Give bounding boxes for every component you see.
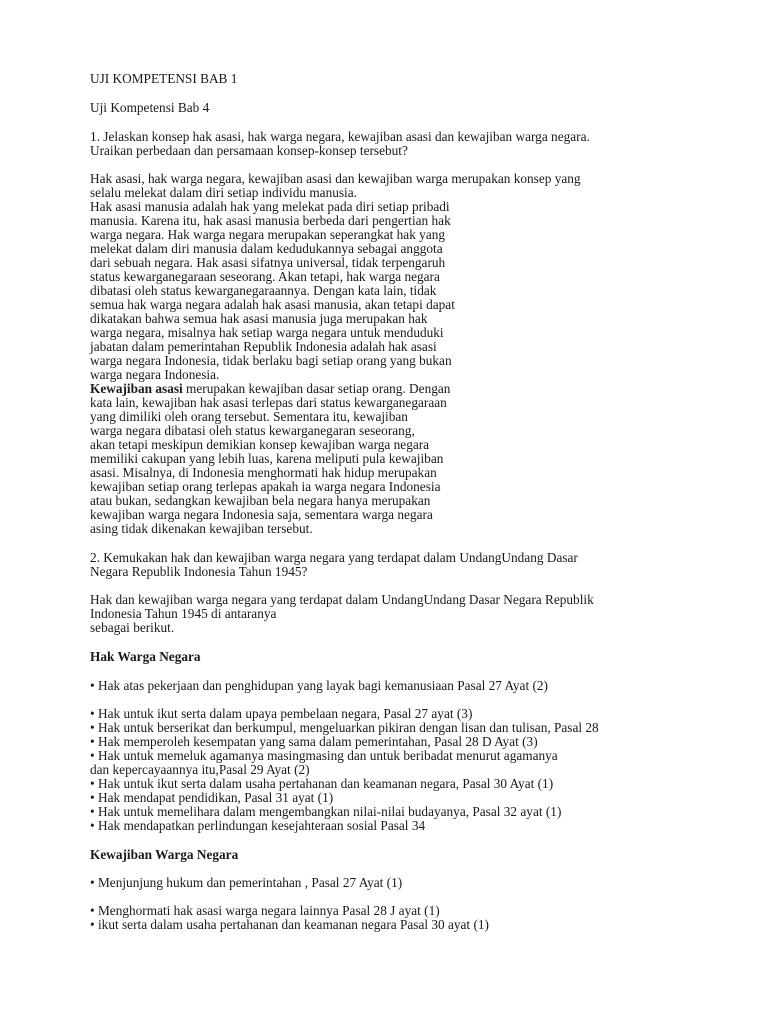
answer-1-line: kewajiban setiap orang terlepas apakah ia warga negara Indonesia: [90, 479, 441, 494]
hak-heading-text: Hak Warga Negara: [90, 649, 201, 664]
question-2-line: 2. Kemukakan hak dan kewajiban warga negara yang terdapat dalam UndangUndang Dasar: [90, 550, 578, 565]
answer-2-line: Hak dan kewajiban warga negara yang terdapat dalam UndangUndang Dasar Negara Republik: [90, 592, 594, 607]
hak-list-item: • Hak atas pekerjaan dan penghidupan yang layak bagi kemanusiaan Pasal 27 Ayat (2): [90, 678, 548, 693]
doc-heading: UJI KOMPETENSI BAB 1: [90, 71, 238, 86]
answer-1-line: manusia. Karena itu, hak asasi manusia berbeda dari pengertian hak: [90, 213, 451, 228]
kewajiban-list-item: • ikut serta dalam usaha pertahanan dan keamanan negara Pasal 30 ayat (1): [90, 917, 489, 932]
hak-list-item: • Hak untuk berserikat dan berkumpul, mengeluarkan pikiran dengan lisan dan tulisan, Pasal 28: [90, 720, 599, 735]
answer-1-line: atau bukan, sedangkan kewajiban bela negara hanya merupakan: [90, 493, 431, 508]
answer-1-line: warga negara dibatasi oleh status kewarganegaran seseorang,: [90, 423, 415, 438]
kewajiban-asasi-term: Kewajiban asasi: [90, 381, 183, 396]
hak-list-item: • Hak mendapat pendidikan, Pasal 31 ayat (1): [90, 790, 334, 805]
answer-1-line: memiliki cakupan yang lebih luas, karena meliputi pula kewajiban: [90, 451, 444, 466]
answer-1-line: yang dimiliki oleh orang tersebut. Sementara itu, kewajiban: [90, 409, 408, 424]
answer-1-line: asasi. Misalnya, di Indonesia menghormati hak hidup merupakan: [90, 465, 437, 480]
kewajiban-list-item: • Menghormati hak asasi warga negara lainnya Pasal 28 J ayat (1): [90, 903, 440, 918]
question-2-line: Negara Republik Indonesia Tahun 1945?: [90, 564, 308, 579]
kewajiban-heading-text: Kewajiban Warga Negara: [90, 847, 239, 862]
answer-1-line: jabatan dalam pemerintahan Republik Indonesia adalah hak asasi: [90, 339, 437, 354]
answer-1-line: Hak asasi manusia adalah hak yang melekat pada diri setiap pribadi: [90, 199, 450, 214]
answer-1-line: warga negara. Hak warga negara merupakan seperangkat hak yang: [90, 227, 446, 242]
answer-1-line: dibatasi oleh status kewarganegaraannya. Dengan kata lain, tidak: [90, 283, 437, 298]
hak-list-item: • Hak memperoleh kesempatan yang sama dalam pemerintahan, Pasal 28 D Ayat (3): [90, 734, 538, 749]
question-1-line: 1. Jelaskan konsep hak asasi, hak warga negara, kewajiban asasi dan kewajiban warga negara.: [90, 129, 590, 144]
answer-1-line: status kewarganegaraan seseorang. Akan tetapi, hak warga negara: [90, 269, 440, 284]
answer-1-line: semua hak warga negara adalah hak asasi manusia, akan tetapi dapat: [90, 297, 455, 312]
answer-1-line: dikatakan bahwa semua hak asasi manusia juga merupakan hak: [90, 311, 428, 326]
hak-list-item: • Hak untuk memelihara dalam mengembangkan nilai-nilai budayanya, Pasal 32 ayat (1): [90, 804, 562, 819]
answer-1-line: warga negara Indonesia.: [90, 367, 220, 382]
answer-1-line: asing tidak dikenakan kewajiban tersebut.: [90, 521, 313, 536]
hak-list-item: • Hak untuk memeluk agamanya masingmasing dan untuk beribadat menurut agamanya: [90, 748, 558, 763]
answer-1-line: warga negara, misalnya hak setiap warga negara untuk menduduki: [90, 325, 444, 340]
kewajiban-warga-negara-heading: [90, 848, 238, 862]
hak-list-item: dan kepercayaannya itu,Pasal 29 Ayat (2): [90, 762, 310, 777]
answer-2-line: sebagai berikut.: [90, 620, 175, 635]
kewajiban-list-item: • Menjunjung hukum dan pemerintahan , Pasal 27 Ayat (1): [90, 875, 403, 890]
answer-1-line: melekat dalam diri manusia dalam kedudukannya sebagai anggota: [90, 241, 443, 256]
hak-warga-negara-heading: [90, 650, 201, 664]
hak-list-item: • Hak untuk ikut serta dalam usaha pertahanan dan keamanan negara, Pasal 30 Ayat (1): [90, 776, 554, 791]
doc-subheading: Uji Kompetensi Bab 4: [90, 100, 210, 115]
answer-1-line: selalu melekat dalam diri setiap individu manusia.: [90, 185, 357, 200]
hak-list-item: • Hak untuk ikut serta dalam upaya pembelaan negara, Pasal 27 ayat (3): [90, 706, 473, 721]
answer-1-line: akan tetapi meskipun demikian konsep kewajiban warga negara: [90, 437, 430, 452]
hak-list-item: • Hak mendapatkan perlindungan kesejahteraan sosial Pasal 34: [90, 818, 426, 833]
answer-1-line: warga negara Indonesia, tidak berlaku bagi setiap orang yang bukan: [90, 353, 452, 368]
answer-1-line: kata lain, kewajiban hak asasi terlepas dari status kewarganegaraan: [90, 395, 447, 410]
kewajiban-asasi-text: merupakan kewajiban dasar setiap orang. Dengan: [182, 381, 451, 396]
answer-1-line: dari sebuah negara. Hak asasi sifatnya universal, tidak terpengaruh: [90, 255, 446, 270]
answer-2-line: Indonesia Tahun 1945 di antaranya: [90, 606, 277, 621]
answer-1-line: Hak asasi, hak warga negara, kewajiban asasi dan kewajiban warga merupakan konsep yang: [90, 171, 581, 186]
answer-1-line: kewajiban warga negara Indonesia saja, sementara warga negara: [90, 507, 433, 522]
question-1-line: Uraikan perbedaan dan persamaan konsep-konsep tersebut?: [90, 143, 408, 158]
